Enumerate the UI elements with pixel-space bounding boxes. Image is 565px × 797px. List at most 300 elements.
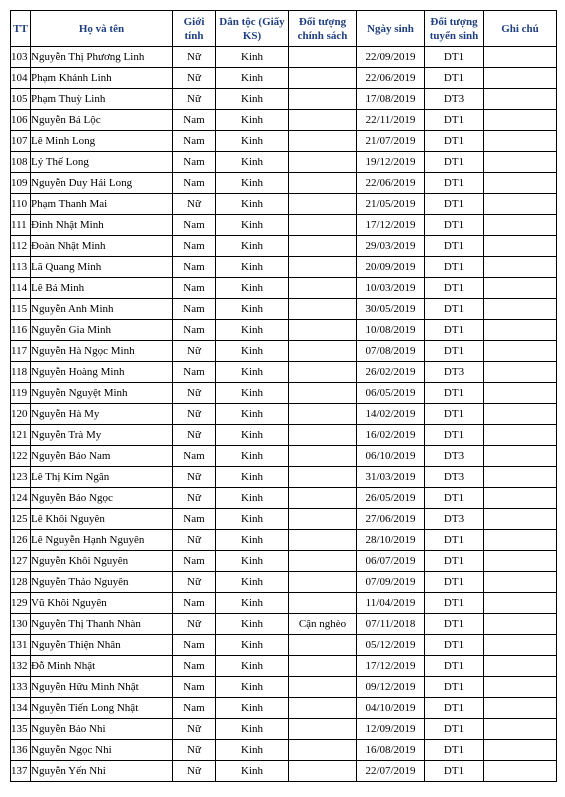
cell-dob: 11/04/2019	[357, 593, 425, 614]
table-row	[11, 362, 557, 383]
header-row	[11, 11, 557, 47]
cell-note	[484, 425, 557, 446]
cell-dob: 21/05/2019	[357, 194, 425, 215]
cell-enroll: DT3	[425, 89, 484, 110]
cell-policy	[289, 257, 357, 278]
cell-gender: Nam	[173, 593, 216, 614]
cell-gender: Nam	[173, 362, 216, 383]
cell-tt: 133	[11, 677, 31, 698]
cell-name: Lê Thị Kim Ngân	[31, 467, 173, 488]
cell-note	[484, 152, 557, 173]
header-name: Họ và tên	[31, 11, 173, 47]
cell-name: Nguyễn Ngọc Nhi	[31, 740, 173, 761]
cell-policy	[289, 299, 357, 320]
cell-ethnicity: Kinh	[216, 698, 289, 719]
cell-enroll: DT1	[425, 236, 484, 257]
cell-note	[484, 593, 557, 614]
table-row	[11, 467, 557, 488]
cell-dob: 17/12/2019	[357, 215, 425, 236]
table-row	[11, 131, 557, 152]
cell-enroll: DT1	[425, 152, 484, 173]
cell-name: Đỗ Minh Nhật	[31, 656, 173, 677]
cell-policy	[289, 89, 357, 110]
cell-ethnicity: Kinh	[216, 383, 289, 404]
cell-dob: 12/09/2019	[357, 719, 425, 740]
cell-policy	[289, 446, 357, 467]
cell-tt: 137	[11, 761, 31, 782]
header-enroll: Đối tượng tuyển sinh	[425, 11, 484, 47]
cell-policy	[289, 740, 357, 761]
cell-policy	[289, 551, 357, 572]
cell-ethnicity: Kinh	[216, 761, 289, 782]
cell-dob: 07/09/2019	[357, 572, 425, 593]
cell-name: Nguyễn Thiện Nhân	[31, 635, 173, 656]
cell-gender: Nam	[173, 551, 216, 572]
cell-note	[484, 635, 557, 656]
cell-dob: 10/08/2019	[357, 320, 425, 341]
table-row	[11, 635, 557, 656]
table-row	[11, 719, 557, 740]
cell-note	[484, 740, 557, 761]
cell-note	[484, 215, 557, 236]
cell-gender: Nữ	[173, 404, 216, 425]
cell-dob: 20/09/2019	[357, 257, 425, 278]
cell-name: Lã Quang Minh	[31, 257, 173, 278]
cell-gender: Nam	[173, 446, 216, 467]
table-row	[11, 194, 557, 215]
cell-policy	[289, 362, 357, 383]
cell-enroll: DT3	[425, 362, 484, 383]
cell-note	[484, 362, 557, 383]
cell-gender: Nữ	[173, 719, 216, 740]
cell-gender: Nam	[173, 110, 216, 131]
cell-name: Phạm Khánh Linh	[31, 68, 173, 89]
cell-ethnicity: Kinh	[216, 131, 289, 152]
cell-policy	[289, 152, 357, 173]
cell-enroll: DT1	[425, 68, 484, 89]
cell-tt: 122	[11, 446, 31, 467]
cell-name: Đoàn Nhật Minh	[31, 236, 173, 257]
cell-tt: 117	[11, 341, 31, 362]
table-row	[11, 110, 557, 131]
cell-policy	[289, 110, 357, 131]
cell-tt: 134	[11, 698, 31, 719]
header-policy: Đối tượng chính sách	[289, 11, 357, 47]
cell-dob: 22/11/2019	[357, 110, 425, 131]
cell-name: Nguyễn Bảo Nam	[31, 446, 173, 467]
cell-name: Nguyễn Bảo Ngọc	[31, 488, 173, 509]
cell-name: Nguyễn Hữu Minh Nhật	[31, 677, 173, 698]
cell-dob: 22/06/2019	[357, 173, 425, 194]
table-row	[11, 446, 557, 467]
cell-dob: 07/11/2018	[357, 614, 425, 635]
cell-enroll: DT1	[425, 194, 484, 215]
cell-enroll: DT1	[425, 278, 484, 299]
cell-note	[484, 572, 557, 593]
cell-name: Nguyễn Thảo Nguyên	[31, 572, 173, 593]
cell-ethnicity: Kinh	[216, 152, 289, 173]
cell-gender: Nam	[173, 509, 216, 530]
table-row	[11, 677, 557, 698]
cell-gender: Nam	[173, 320, 216, 341]
cell-name: Phạm Thuỳ Linh	[31, 89, 173, 110]
cell-ethnicity: Kinh	[216, 719, 289, 740]
cell-enroll: DT1	[425, 215, 484, 236]
cell-tt: 121	[11, 425, 31, 446]
cell-ethnicity: Kinh	[216, 341, 289, 362]
cell-name: Nguyễn Khôi Nguyên	[31, 551, 173, 572]
cell-gender: Nam	[173, 152, 216, 173]
cell-enroll: DT1	[425, 761, 484, 782]
cell-note	[484, 89, 557, 110]
cell-gender: Nữ	[173, 467, 216, 488]
cell-policy	[289, 719, 357, 740]
table-row	[11, 152, 557, 173]
cell-ethnicity: Kinh	[216, 488, 289, 509]
cell-tt: 104	[11, 68, 31, 89]
cell-tt: 127	[11, 551, 31, 572]
table-row	[11, 173, 557, 194]
cell-name: Nguyễn Bảo Nhi	[31, 719, 173, 740]
cell-name: Lê Bá Minh	[31, 278, 173, 299]
cell-gender: Nữ	[173, 740, 216, 761]
cell-gender: Nam	[173, 278, 216, 299]
cell-tt: 120	[11, 404, 31, 425]
cell-tt: 109	[11, 173, 31, 194]
table-row	[11, 761, 557, 782]
cell-dob: 26/05/2019	[357, 488, 425, 509]
cell-ethnicity: Kinh	[216, 320, 289, 341]
cell-tt: 123	[11, 467, 31, 488]
cell-note	[484, 236, 557, 257]
cell-tt: 107	[11, 131, 31, 152]
cell-enroll: DT1	[425, 299, 484, 320]
cell-tt: 118	[11, 362, 31, 383]
cell-dob: 27/06/2019	[357, 509, 425, 530]
cell-name: Lê Nguyễn Hạnh Nguyên	[31, 530, 173, 551]
cell-policy	[289, 173, 357, 194]
cell-tt: 106	[11, 110, 31, 131]
table-row	[11, 89, 557, 110]
cell-tt: 112	[11, 236, 31, 257]
cell-gender: Nữ	[173, 761, 216, 782]
table-row	[11, 68, 557, 89]
table-row	[11, 530, 557, 551]
table-row	[11, 425, 557, 446]
cell-enroll: DT1	[425, 635, 484, 656]
cell-note	[484, 467, 557, 488]
cell-gender: Nam	[173, 635, 216, 656]
cell-enroll: DT1	[425, 404, 484, 425]
cell-dob: 21/07/2019	[357, 131, 425, 152]
cell-tt: 129	[11, 593, 31, 614]
cell-policy	[289, 68, 357, 89]
cell-enroll: DT1	[425, 131, 484, 152]
table-row	[11, 572, 557, 593]
cell-enroll: DT1	[425, 698, 484, 719]
cell-policy	[289, 383, 357, 404]
table-row	[11, 320, 557, 341]
cell-ethnicity: Kinh	[216, 236, 289, 257]
cell-dob: 04/10/2019	[357, 698, 425, 719]
cell-dob: 31/03/2019	[357, 467, 425, 488]
cell-ethnicity: Kinh	[216, 215, 289, 236]
cell-enroll: DT1	[425, 614, 484, 635]
cell-note	[484, 383, 557, 404]
cell-name: Lê Minh Long	[31, 131, 173, 152]
cell-gender: Nữ	[173, 530, 216, 551]
table-row	[11, 404, 557, 425]
header-note: Ghi chú	[484, 11, 557, 47]
cell-policy	[289, 698, 357, 719]
cell-tt: 114	[11, 278, 31, 299]
cell-dob: 17/12/2019	[357, 656, 425, 677]
cell-dob: 06/05/2019	[357, 383, 425, 404]
cell-note	[484, 110, 557, 131]
cell-enroll: DT1	[425, 383, 484, 404]
cell-gender: Nam	[173, 215, 216, 236]
cell-note	[484, 173, 557, 194]
cell-tt: 113	[11, 257, 31, 278]
cell-name: Lê Khôi Nguyên	[31, 509, 173, 530]
cell-note	[484, 530, 557, 551]
cell-tt: 136	[11, 740, 31, 761]
cell-gender: Nữ	[173, 341, 216, 362]
cell-name: Nguyễn Bá Lộc	[31, 110, 173, 131]
cell-gender: Nam	[173, 698, 216, 719]
cell-dob: 16/02/2019	[357, 425, 425, 446]
cell-ethnicity: Kinh	[216, 362, 289, 383]
table-row	[11, 215, 557, 236]
cell-dob: 16/08/2019	[357, 740, 425, 761]
cell-enroll: DT1	[425, 425, 484, 446]
cell-gender: Nữ	[173, 425, 216, 446]
cell-dob: 06/07/2019	[357, 551, 425, 572]
cell-name: Nguyễn Tiến Long Nhật	[31, 698, 173, 719]
cell-policy	[289, 47, 357, 68]
cell-dob: 06/10/2019	[357, 446, 425, 467]
cell-note	[484, 257, 557, 278]
cell-tt: 132	[11, 656, 31, 677]
cell-dob: 29/03/2019	[357, 236, 425, 257]
cell-gender: Nữ	[173, 194, 216, 215]
cell-tt: 128	[11, 572, 31, 593]
cell-policy	[289, 656, 357, 677]
cell-ethnicity: Kinh	[216, 173, 289, 194]
cell-gender: Nữ	[173, 488, 216, 509]
cell-policy	[289, 761, 357, 782]
cell-gender: Nữ	[173, 68, 216, 89]
cell-dob: 22/09/2019	[357, 47, 425, 68]
cell-policy	[289, 530, 357, 551]
cell-name: Nguyễn Trà My	[31, 425, 173, 446]
cell-note	[484, 551, 557, 572]
cell-note	[484, 341, 557, 362]
cell-ethnicity: Kinh	[216, 110, 289, 131]
cell-enroll: DT3	[425, 467, 484, 488]
cell-note	[484, 446, 557, 467]
cell-tt: 108	[11, 152, 31, 173]
cell-policy	[289, 425, 357, 446]
cell-note	[484, 698, 557, 719]
table-row	[11, 236, 557, 257]
cell-gender: Nữ	[173, 47, 216, 68]
cell-tt: 116	[11, 320, 31, 341]
cell-policy: Cận nghèo	[289, 614, 357, 635]
cell-enroll: DT1	[425, 740, 484, 761]
cell-note	[484, 320, 557, 341]
cell-ethnicity: Kinh	[216, 257, 289, 278]
table-row	[11, 551, 557, 572]
cell-ethnicity: Kinh	[216, 614, 289, 635]
cell-note	[484, 194, 557, 215]
table-row	[11, 656, 557, 677]
cell-enroll: DT1	[425, 488, 484, 509]
header-tt: TT	[11, 11, 31, 47]
cell-tt: 124	[11, 488, 31, 509]
table-row	[11, 299, 557, 320]
cell-tt: 111	[11, 215, 31, 236]
cell-gender: Nam	[173, 131, 216, 152]
cell-name: Nguyễn Anh Minh	[31, 299, 173, 320]
table-row	[11, 383, 557, 404]
cell-note	[484, 278, 557, 299]
cell-ethnicity: Kinh	[216, 278, 289, 299]
cell-policy	[289, 131, 357, 152]
cell-enroll: DT1	[425, 47, 484, 68]
cell-enroll: DT3	[425, 446, 484, 467]
cell-policy	[289, 635, 357, 656]
cell-tt: 105	[11, 89, 31, 110]
table-row	[11, 278, 557, 299]
cell-enroll: DT1	[425, 173, 484, 194]
cell-name: Nguyễn Thị Thanh Nhàn	[31, 614, 173, 635]
cell-tt: 103	[11, 47, 31, 68]
cell-dob: 17/08/2019	[357, 89, 425, 110]
table-row	[11, 47, 557, 68]
cell-note	[484, 47, 557, 68]
cell-name: Nguyễn Hoàng Minh	[31, 362, 173, 383]
cell-note	[484, 299, 557, 320]
cell-gender: Nữ	[173, 572, 216, 593]
table-row	[11, 341, 557, 362]
cell-ethnicity: Kinh	[216, 47, 289, 68]
cell-ethnicity: Kinh	[216, 404, 289, 425]
cell-name: Nguyễn Thị Phương Linh	[31, 47, 173, 68]
cell-note	[484, 509, 557, 530]
cell-note	[484, 488, 557, 509]
cell-tt: 115	[11, 299, 31, 320]
cell-note	[484, 719, 557, 740]
cell-gender: Nữ	[173, 89, 216, 110]
cell-policy	[289, 320, 357, 341]
header-ethnicity: Dân tộc (Giấy KS)	[216, 11, 289, 47]
cell-name: Nguyễn Hà My	[31, 404, 173, 425]
cell-dob: 19/12/2019	[357, 152, 425, 173]
student-roster-table	[10, 10, 557, 782]
cell-policy	[289, 215, 357, 236]
cell-name: Nguyễn Duy Hải Long	[31, 173, 173, 194]
cell-enroll: DT1	[425, 572, 484, 593]
cell-name: Đinh Nhật Minh	[31, 215, 173, 236]
cell-note	[484, 404, 557, 425]
cell-dob: 28/10/2019	[357, 530, 425, 551]
cell-ethnicity: Kinh	[216, 656, 289, 677]
cell-tt: 126	[11, 530, 31, 551]
cell-ethnicity: Kinh	[216, 551, 289, 572]
cell-policy	[289, 488, 357, 509]
cell-dob: 05/12/2019	[357, 635, 425, 656]
cell-tt: 131	[11, 635, 31, 656]
cell-policy	[289, 236, 357, 257]
header-gender: Giới tính	[173, 11, 216, 47]
cell-ethnicity: Kinh	[216, 425, 289, 446]
cell-gender: Nam	[173, 656, 216, 677]
cell-gender: Nữ	[173, 614, 216, 635]
cell-policy	[289, 677, 357, 698]
cell-note	[484, 761, 557, 782]
cell-enroll: DT1	[425, 551, 484, 572]
cell-policy	[289, 278, 357, 299]
cell-dob: 26/02/2019	[357, 362, 425, 383]
cell-ethnicity: Kinh	[216, 593, 289, 614]
cell-enroll: DT1	[425, 341, 484, 362]
cell-name: Nguyễn Yến Nhi	[31, 761, 173, 782]
cell-dob: 10/03/2019	[357, 278, 425, 299]
cell-dob: 22/06/2019	[357, 68, 425, 89]
cell-policy	[289, 509, 357, 530]
table-row	[11, 257, 557, 278]
cell-tt: 119	[11, 383, 31, 404]
cell-ethnicity: Kinh	[216, 194, 289, 215]
cell-name: Vũ Khôi Nguyên	[31, 593, 173, 614]
cell-policy	[289, 404, 357, 425]
cell-ethnicity: Kinh	[216, 677, 289, 698]
cell-ethnicity: Kinh	[216, 572, 289, 593]
cell-tt: 125	[11, 509, 31, 530]
cell-ethnicity: Kinh	[216, 446, 289, 467]
cell-enroll: DT1	[425, 257, 484, 278]
cell-gender: Nam	[173, 677, 216, 698]
cell-enroll: DT1	[425, 110, 484, 131]
cell-policy	[289, 572, 357, 593]
cell-note	[484, 677, 557, 698]
table-row	[11, 593, 557, 614]
cell-policy	[289, 194, 357, 215]
cell-tt: 110	[11, 194, 31, 215]
cell-enroll: DT1	[425, 320, 484, 341]
cell-ethnicity: Kinh	[216, 635, 289, 656]
cell-ethnicity: Kinh	[216, 509, 289, 530]
roster-body	[11, 47, 557, 782]
cell-gender: Nam	[173, 299, 216, 320]
cell-ethnicity: Kinh	[216, 530, 289, 551]
cell-gender: Nam	[173, 173, 216, 194]
cell-note	[484, 614, 557, 635]
cell-tt: 130	[11, 614, 31, 635]
cell-note	[484, 656, 557, 677]
cell-dob: 14/02/2019	[357, 404, 425, 425]
table-row	[11, 488, 557, 509]
cell-enroll: DT1	[425, 656, 484, 677]
cell-ethnicity: Kinh	[216, 299, 289, 320]
cell-gender: Nữ	[173, 383, 216, 404]
cell-dob: 07/08/2019	[357, 341, 425, 362]
cell-ethnicity: Kinh	[216, 68, 289, 89]
cell-name: Nguyễn Gia Minh	[31, 320, 173, 341]
cell-ethnicity: Kinh	[216, 740, 289, 761]
cell-enroll: DT1	[425, 530, 484, 551]
